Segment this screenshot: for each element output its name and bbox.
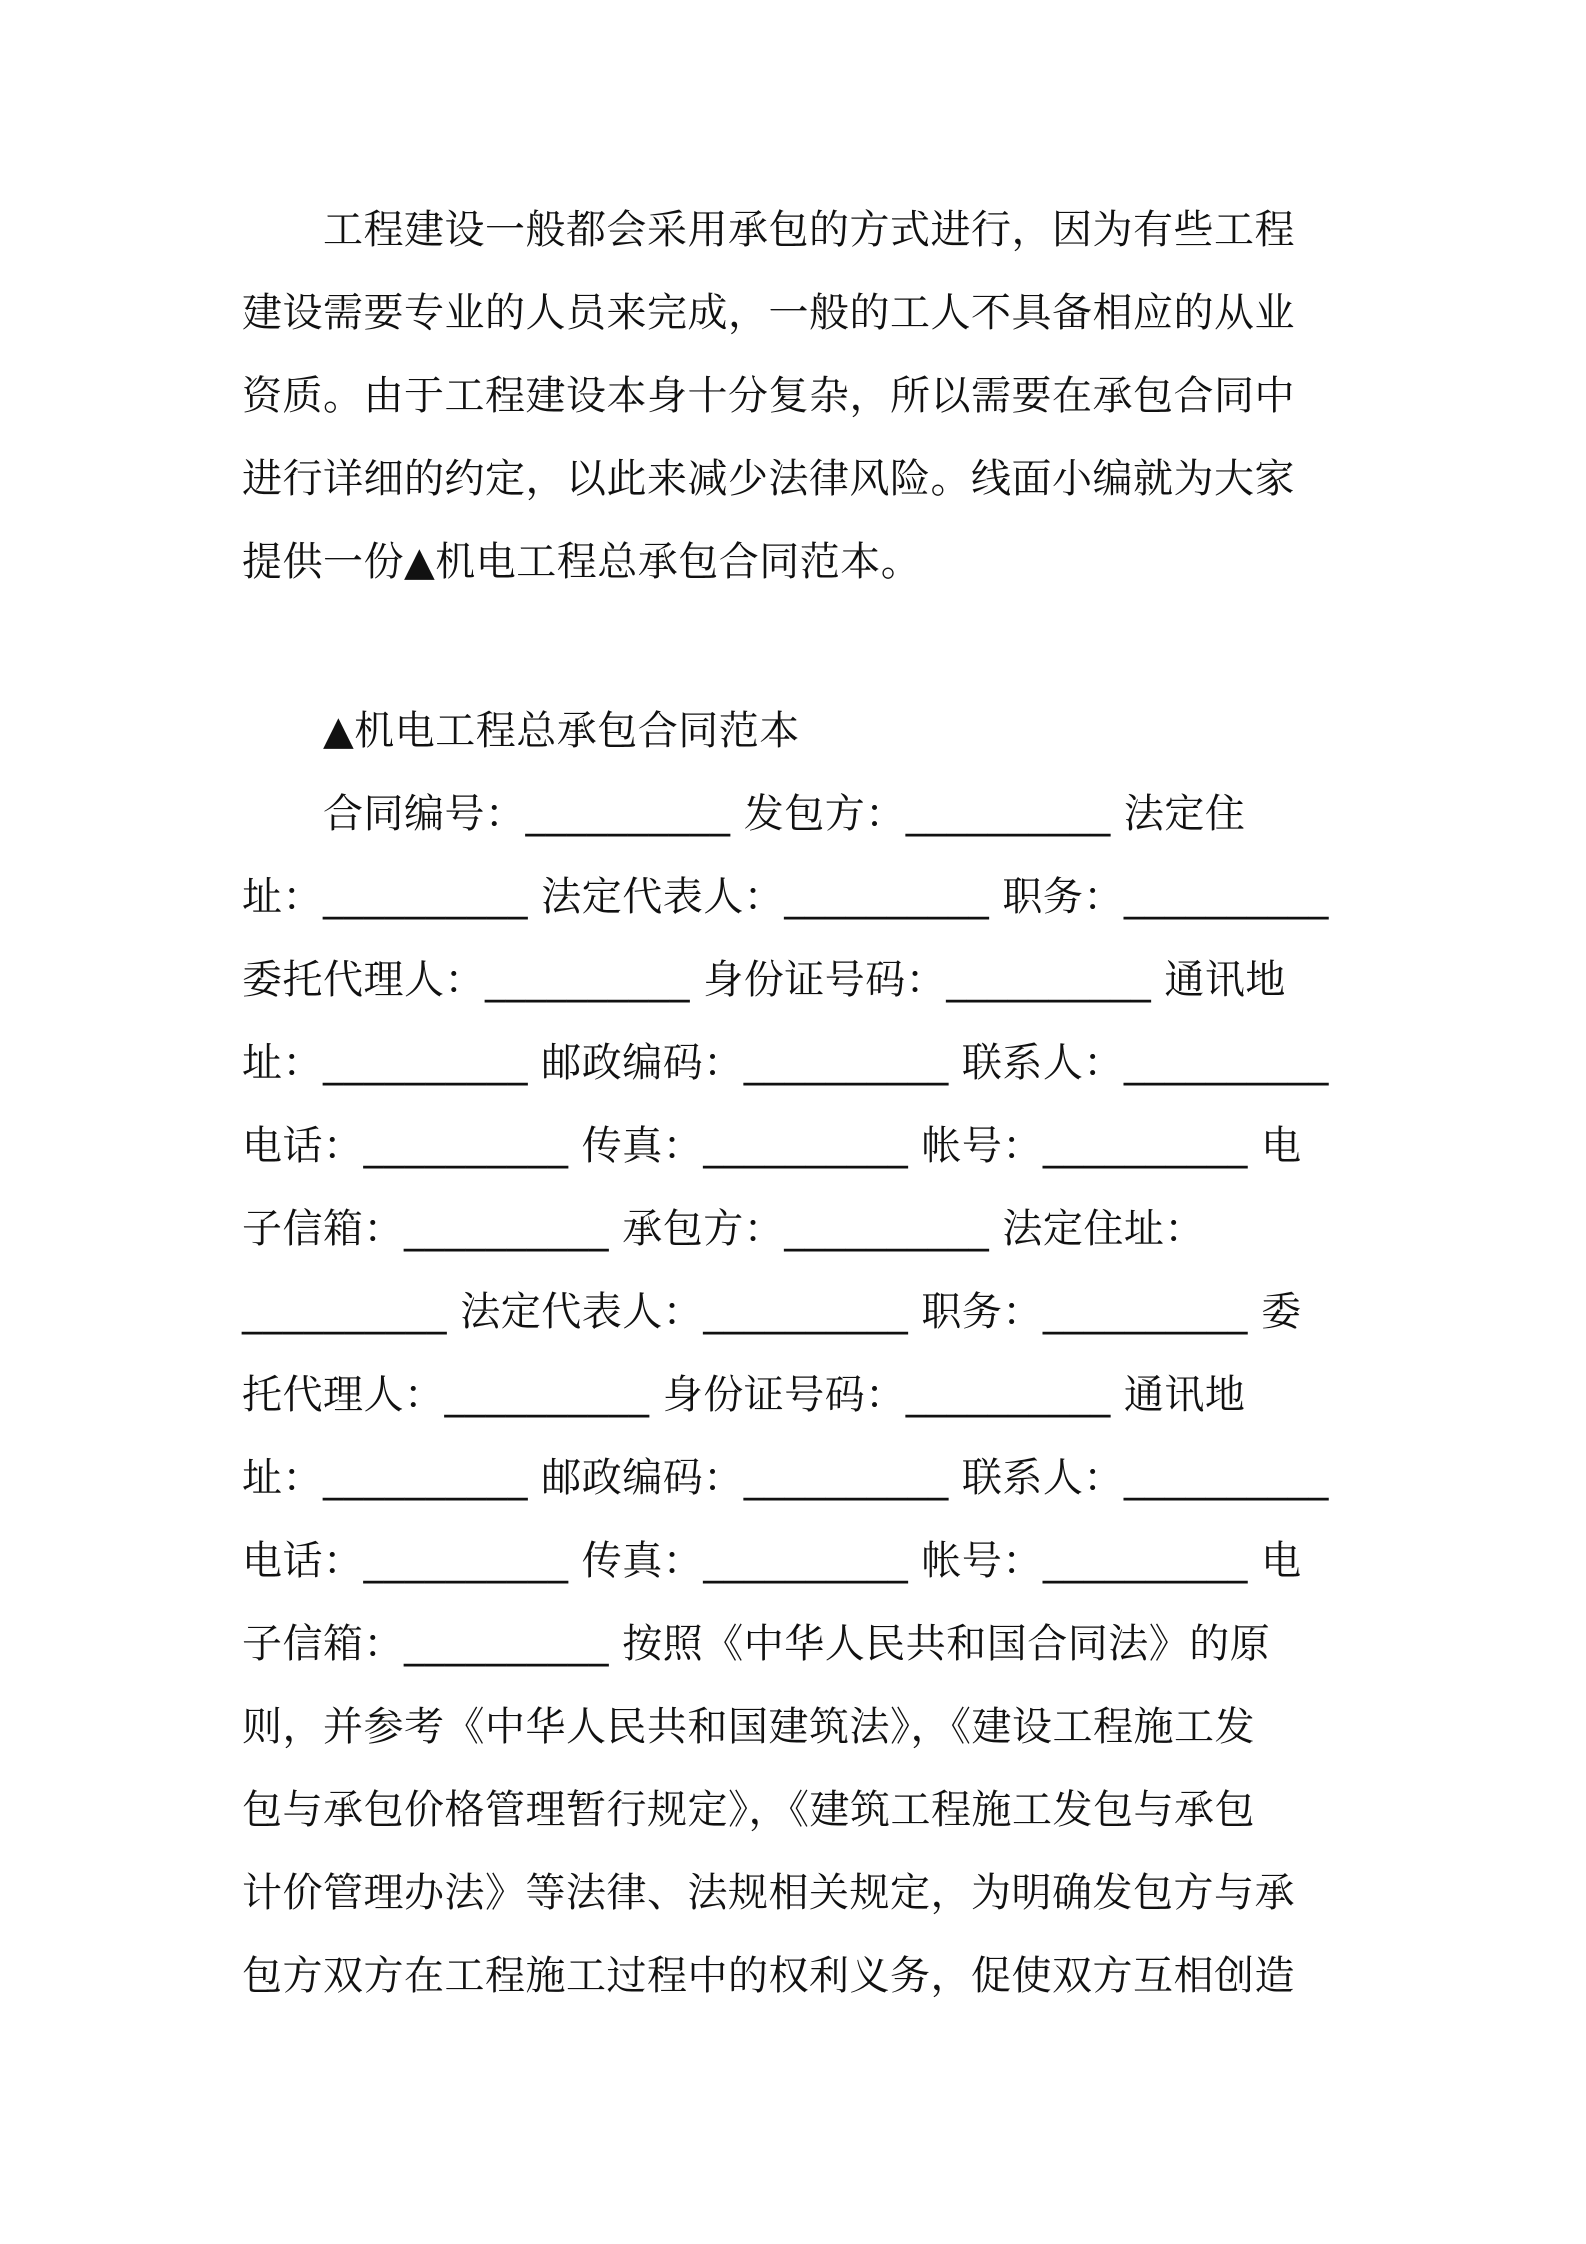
contract-line-2: 址：__________ 法定代表人：__________ 职务：__________ [242,874,1329,920]
contract-line-6: 子信箱：__________ 承包方：__________ 法定住址： [242,1206,1205,1252]
contract-line-1: 合同编号：__________ 发包方：__________ 法定住 [242,791,1246,837]
contract-line-9: 址：__________ 邮政编码：__________ 联系人：__________ [242,1455,1329,1501]
intro-line-3: 资质。由于工程建设本身十分复杂，所以需要在承包合同中 [242,373,1295,419]
contract-line-4: 址：__________ 邮政编码：__________ 联系人：__________ [242,1040,1329,1086]
contract-line-3: 委托代理人：__________ 身份证号码：__________ 通讯地 [242,957,1286,1003]
intro-line-5: 提供一份▲机电工程总承包合同范本。 [242,539,922,585]
intro-line-4: 进行详细的约定，以此来减少法律风险。线面小编就为大家 [242,456,1295,502]
contract-line-7: __________ 法定代表人：__________ 职务：__________ 委 [242,1289,1302,1335]
contract-line-10: 电话：__________ 传真：__________ 帐号：__________ 电 [242,1538,1302,1584]
contract-line-8: 托代理人：__________ 身份证号码：__________ 通讯地 [242,1372,1246,1418]
contract-line-12: 则，并参考《中华人民共和国建筑法》，《建设工程施工发 [242,1704,1255,1750]
contract-line-13: 包与承包价格管理暂行规定》，《建筑工程施工发包与承包 [242,1787,1255,1833]
contract-line-14: 计价管理办法》等法律、法规相关规定，为明确发包方与承 [242,1870,1295,1916]
contract-title: ▲机电工程总承包合同范本 [242,708,800,754]
intro-line-2: 建设需要专业的人员来完成，一般的工人不具备相应的从业 [242,290,1295,336]
contract-line-11: 子信箱：__________ 按照《中华人民共和国合同法》的原 [242,1621,1271,1667]
contract-line-5: 电话：__________ 传真：__________ 帐号：__________ 电 [242,1123,1302,1169]
contract-line-15: 包方双方在工程施工过程中的权利义务，促使双方互相创造 [242,1953,1295,1999]
intro-line-1: 工程建设一般都会采用承包的方式进行，因为有些工程 [242,207,1295,253]
